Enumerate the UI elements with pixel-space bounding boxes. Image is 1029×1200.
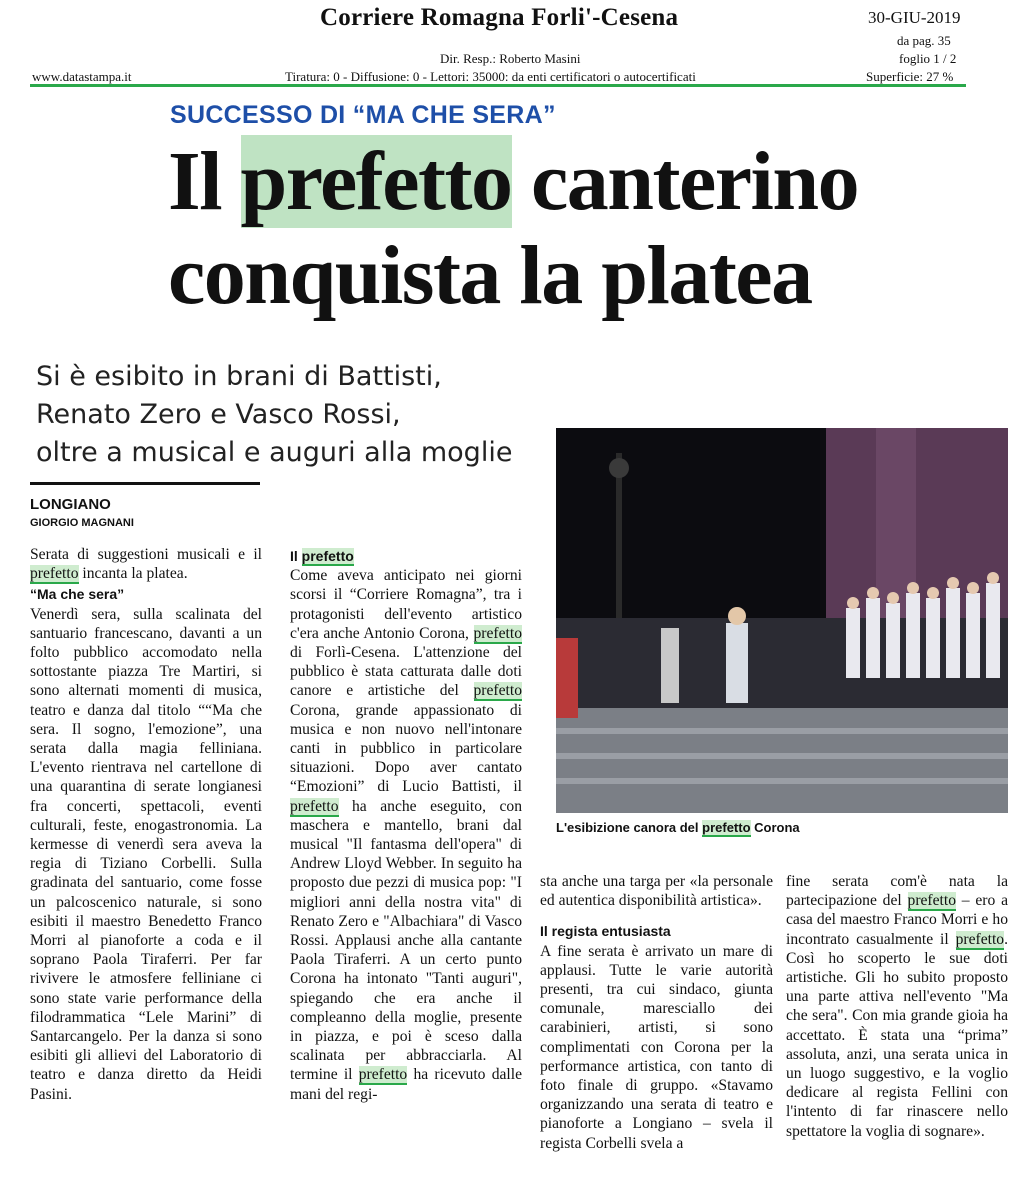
column-1 [30, 545, 262, 1104]
keyword-highlight: prefetto [473, 682, 522, 700]
lead-text: Serata di suggestioni musicali e il [30, 546, 262, 563]
keyword-highlight: prefetto [702, 820, 751, 835]
headline-line2: conquista la platea [168, 229, 812, 322]
body-text: – ero a casa del maestro Franco Morri e ho incontrato casualmente il [786, 892, 1008, 948]
caption-text: L'esibizione canora del [556, 820, 703, 835]
keyword-highlight: prefetto [955, 930, 1005, 948]
kicker: SUCCESSO DI “MA CHE SERA” [170, 101, 556, 129]
body-text: . Così ho scoperto le sue doti artistiche. Gli ho subito proposto una parte attiva nell'evento "Ma che sera". Con mia grande gioia ha accettato. È stata una “prima” assoluta, anzi, una serata unica in un luogo suggestivo, e la voglio dedicare al regista Fellini con l'intento di far rinascere nello spettatore la voglia di sognare». [786, 930, 1008, 1140]
headline-highlight: prefetto [240, 135, 512, 228]
body-text: fine serata com'è nata la partecipazione del [786, 873, 1008, 910]
section-heading-text: Il [290, 548, 302, 564]
concert-photo [556, 428, 1008, 813]
keyword-highlight: prefetto [301, 548, 354, 564]
byline-rule [30, 482, 260, 485]
sheet-number: foglio 1 / 2 [899, 51, 957, 66]
website: www.datastampa.it [32, 69, 132, 84]
photo-caption [556, 820, 800, 835]
keyword-highlight: prefetto [358, 1066, 408, 1084]
body-text: Corona, grande appassionato di musica e non nuovo nell'intonare canti in pubblico in particolare situazioni. Dopo aver cantato “Emozioni” di Lucio Battisti, il [290, 701, 522, 796]
headline-pre: Il [168, 135, 241, 228]
subhead-line3: oltre a musical e auguri alla moglie [36, 437, 513, 468]
column-3 [540, 872, 773, 1153]
body-paragraph: A fine serata è arrivato un mare di applausi. Tutte le varie autorità presenti, tra cui sindaco, giunta comunale, maresciallo dei carabinieri, artisti, si sono complimentati con Corona per la performance artistica, con tanto di foto finale di gruppo. «Stavamo organizzando una serata di teatro e pianoforte a Longiano – svela il regista Corbelli svela a [540, 942, 773, 1152]
section-heading: “Ma che sera” [30, 586, 125, 603]
subheadline [36, 358, 512, 472]
lead-text-end: incanta la platea. [78, 565, 188, 583]
body-paragraph [786, 872, 1008, 1141]
keyword-highlight: prefetto [290, 797, 339, 815]
body-text: ha anche eseguito, con maschera e mantello, brani dal musical "Il fantasma dell'opera" di Andrew Lloyd Webber. In seguito ha proposto due pezzi di musica pop: "I migliori anni della nostra vita" di Renato Zero e "Albachiara" di Vasco Rossi. Applausi anche alla cantante Paola Tiraferri. A un certo punto Corona ha intonato "Tanti auguri", spiegando che era anche il compleanno della moglie, presente in piazza, e poi è sceso dalla scalinata per abbracciarla. Al termine il [290, 797, 522, 1084]
keyword-highlight: prefetto [473, 624, 522, 642]
body-text: di Forlì-Cesena. L'attenzione del pubblico è stata catturata dalle doti canore e artistiche del [290, 644, 522, 700]
column-4 [786, 872, 1008, 1141]
body-text: ha ricevuto dalle mani del regi- [290, 1066, 522, 1103]
director: Dir. Resp.: Roberto Masini [440, 51, 581, 66]
body-paragraph [290, 566, 522, 1104]
body-paragraph: Venerdì sera, sulla scalinata del santuario francescano, davanti a un folto pubblico accomodato nella sottostante piazza Tre Martiri, si sono alternati momenti di musica, teatro e danza dal titolo ““Ma che sera. Il sogno, l'emozione”, una serata dalla magia felliniana. L'evento rientrava nel cartellone di una quarantina di serate longianesi fra concerti, spettacoli, eventi culturali, feste, enogastronomia. La kermesse di venerdì sera aveva la regia di Tiziano Corbelli. Sulla gradinata del santuario, come fosse un palcoscenico naturale, si sono esibiti il maestro Benedetto Franco Morri al pianoforte a coda e il soprano Paola Tiraferri. Per far rivivere le atmosfere felliniane ci sono state varie performance della filodrammatica “Lele Marini” di Santarcangelo. Per la danza si sono esibiti gli allievi del Laboratorio di teatro e danza diretto da Heidi Pasini. [30, 605, 262, 1103]
headline-post: canterino [511, 135, 859, 228]
subhead-line2: Renato Zero e Vasco Rossi, [36, 399, 401, 430]
section-heading: Il regista entusiasta [540, 923, 671, 940]
body-text: Come aveva anticipato nei giorni scorsi il “Corriere Romagna”, tra i protagonisti dell'evento artistico c'era anche Antonio Corona, [290, 567, 522, 642]
circulation: Tiratura: 0 - Diffusione: 0 - Lettori: 35000: da enti certificatori o autocertificati [285, 69, 696, 84]
publication-date: 30-GIU-2019 [868, 8, 961, 27]
author: GIORGIO MAGNANI [30, 517, 134, 529]
keyword-highlight: prefetto [30, 565, 79, 583]
surface: Superficie: 27 % [866, 69, 954, 84]
header-rule [30, 84, 966, 87]
section-heading [290, 547, 522, 566]
keyword-highlight: prefetto [907, 892, 957, 910]
caption-text-end: Corona [750, 820, 800, 835]
publication-title: Corriere Romagna Forli'-Cesena [320, 4, 679, 31]
body-paragraph: sta anche una targa per «la personale ed autentica disponibilità artistica». [540, 873, 773, 910]
dateline: LONGIANO [30, 496, 111, 513]
column-2 [290, 547, 522, 1104]
subhead-line1: Si è esibito in brani di Battisti, [36, 361, 442, 392]
headline [168, 135, 858, 323]
page-range: da pag. 35 [897, 33, 951, 48]
lead-paragraph [30, 545, 262, 583]
